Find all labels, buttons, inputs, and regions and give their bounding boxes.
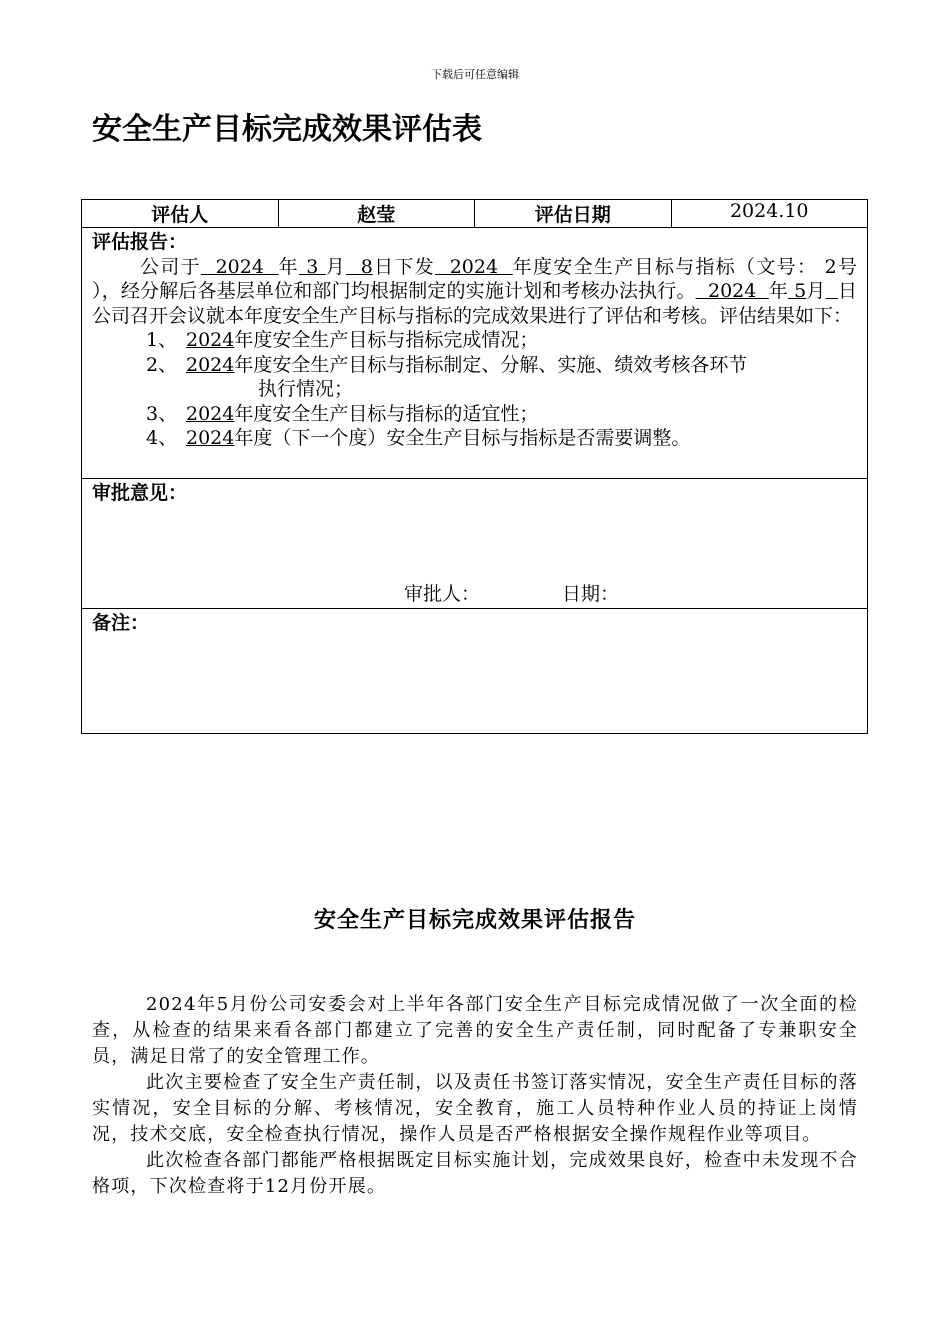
text-day-issued: 日下发 bbox=[372, 255, 436, 278]
item-text: 年度（下一个度）安全生产目标与指标是否需要调整。 bbox=[234, 427, 691, 449]
meeting-year: 2024 bbox=[695, 280, 769, 302]
result-item-2 bbox=[92, 353, 857, 402]
document-title: 安全生产目标完成效果评估表 bbox=[92, 112, 482, 147]
item-continuation: 执行情况； bbox=[258, 378, 354, 400]
item-text: 年度安全生产目标与指标完成情况； bbox=[234, 329, 539, 351]
item-year: 2024 bbox=[186, 353, 235, 376]
report-text-start: 公司于 bbox=[140, 255, 201, 278]
report-paragraph-1: 2024年5月份公司安委会对上半年各部门安全生产目标完成情况做了一次全面的检查，从检查的结果来看各部门都建立了完善的安全生产责任制，同时配备了专兼职安全员，满足日常了的安全管理工作。 bbox=[92, 994, 858, 1067]
evaluation-date-value: 2024.10 bbox=[671, 200, 868, 228]
approval-signature-line bbox=[404, 582, 619, 607]
item-year: 2024 bbox=[186, 329, 235, 351]
evaluator-value: 赵莹 bbox=[278, 200, 475, 228]
report-text-rest: 年度安全生产目标与指标（文号： 2号 ），经分解后各基层单位和部门均根据制定的实施计划和考核办法执行。 bbox=[92, 255, 882, 302]
evaluation-form-table bbox=[81, 199, 882, 734]
issue-month: 3 bbox=[298, 255, 326, 278]
form-header-row bbox=[82, 200, 868, 228]
item-number: 3、 bbox=[146, 402, 178, 425]
item-number: 1、 bbox=[146, 329, 178, 351]
report-paragraph bbox=[92, 255, 882, 329]
text-month-2: 月 bbox=[806, 280, 826, 302]
target-year: 2024 bbox=[435, 255, 513, 278]
approval-cell bbox=[82, 479, 868, 609]
issue-day: 8 bbox=[346, 255, 373, 278]
report-meeting-text: 日公司召开会议就本年度安全生产目标与指标的完成效果进行了评估和考核。评估结果如下： bbox=[92, 280, 857, 327]
text-year-2: 年 bbox=[768, 280, 788, 302]
approval-label: 审批意见： bbox=[92, 482, 188, 504]
item-year: 2024 bbox=[186, 402, 235, 425]
result-item-1 bbox=[92, 328, 857, 353]
report-title: 安全生产目标完成效果评估报告 bbox=[313, 907, 636, 933]
report-cell bbox=[82, 228, 882, 479]
report-paragraph-2: 此次主要检查了安全生产责任制，以及责任书签订落实情况，安全生产责任目标的落实情况，安全目标的分解、考核情况，安全教育，施工人员特种作业人员的持证上岗情况，技术交底，安全检查执行情况，操作人员是否严格根据安全操作规程作业等项目。 bbox=[92, 1072, 858, 1145]
result-item-4 bbox=[92, 426, 857, 451]
result-item-3 bbox=[92, 402, 857, 427]
approval-date-label: 日期： bbox=[562, 582, 620, 605]
report-body bbox=[92, 992, 858, 1200]
header-note: 下载后可任意编辑 bbox=[431, 68, 519, 81]
meeting-month: 5 bbox=[787, 280, 807, 302]
approval-row bbox=[82, 479, 868, 609]
issue-year: 2024 bbox=[200, 255, 279, 278]
item-text: 年度安全生产目标与指标制定、分解、实施、绩效考核各环节 bbox=[234, 353, 748, 376]
approver-label: 审批人： bbox=[404, 582, 481, 605]
remark-row bbox=[82, 609, 868, 734]
item-text: 年度安全生产目标与指标的适宜性； bbox=[234, 402, 539, 425]
meeting-day bbox=[826, 280, 838, 302]
text-year: 年 bbox=[278, 255, 299, 278]
report-label: 评估报告： bbox=[92, 231, 188, 253]
evaluation-date-label: 评估日期 bbox=[475, 200, 672, 228]
item-number: 4、 bbox=[146, 427, 178, 449]
evaluator-label: 评估人 bbox=[82, 200, 279, 228]
item-number: 2、 bbox=[146, 353, 178, 376]
item-year: 2024 bbox=[186, 427, 235, 449]
remark-label: 备注： bbox=[92, 612, 150, 634]
report-row bbox=[82, 228, 868, 479]
text-month: 月 bbox=[325, 255, 347, 278]
remark-cell bbox=[82, 609, 868, 734]
report-paragraph-3: 此次检查各部门都能严格根据既定目标实施计划，完成效果良好，检查中未发现不合格项，下次检查将于12月份开展。 bbox=[92, 1150, 858, 1197]
